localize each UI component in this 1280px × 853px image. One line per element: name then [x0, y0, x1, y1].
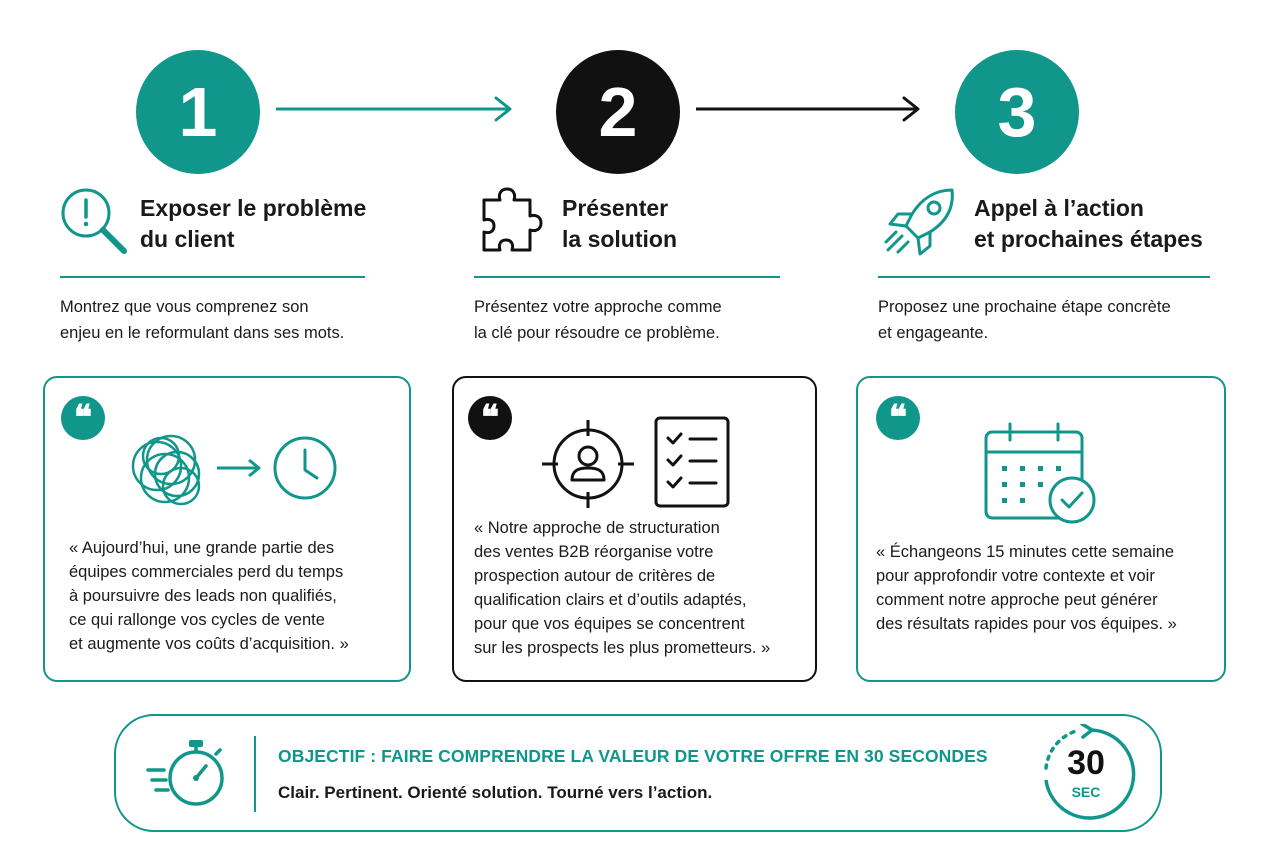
quote-line: sur les prospects les plus prometteurs. » — [474, 639, 771, 657]
tagline-text: Clair. Pertinent. Orienté solution. Tourné vers l’action. — [278, 783, 713, 802]
step-2-title — [562, 193, 677, 255]
step-1-number: 1 — [178, 73, 218, 151]
step-3-desc-line1: Proposez une prochaine étape concrète — [878, 298, 1171, 316]
step-3-circle — [955, 50, 1079, 174]
step-1-description — [60, 294, 344, 346]
rocket-icon — [882, 184, 960, 260]
quote-line: des résultats rapides pour vos équipes. » — [876, 615, 1177, 633]
timer-number: 30 — [1067, 744, 1105, 782]
quote-line: comment notre approche peut générer — [876, 591, 1158, 609]
arrow-1-to-2 — [276, 96, 516, 122]
quote-line: pour approfondir votre contexte et voir — [876, 567, 1155, 585]
step-1-quote-text — [69, 536, 349, 656]
step-1-title-line1: Exposer le problème — [140, 195, 367, 221]
thirty-seconds-timer — [1036, 724, 1136, 824]
quote-line: ce qui rallonge vos cycles de vente — [69, 611, 325, 629]
step-3-desc-line2: et engageante. — [878, 324, 989, 342]
step-2-title-line2: la solution — [562, 226, 677, 252]
quote-mark-icon — [61, 396, 105, 440]
quote-mark-icon — [468, 396, 512, 440]
step-3-title-line1: Appel à l’action — [974, 195, 1144, 221]
step-1-quote-card — [43, 376, 411, 682]
step-2-description — [474, 294, 722, 346]
magnifier-exclamation-icon — [58, 185, 132, 259]
quote-mark-glyph: ❝ — [888, 398, 908, 438]
step-2-circle — [556, 50, 680, 174]
puzzle-icon — [478, 186, 544, 256]
quote-line: « Aujourd’hui, une grande partie des — [69, 539, 335, 557]
objective-text: OBJECTIF : FAIRE COMPRENDRE LA VALEUR DE VOTRE OFFRE EN 30 SECONDES — [278, 746, 988, 766]
arrow-2-to-3 — [696, 96, 924, 122]
step-1-desc-line2: enjeu en le reformulant dans ses mots. — [60, 324, 345, 342]
objective-banner — [114, 714, 1162, 832]
calendar-check-icon — [982, 422, 1100, 526]
quote-line: « Notre approche de structuration — [474, 519, 720, 537]
timer-unit: SEC — [1071, 784, 1101, 800]
quote-line: équipes commerciales perd du temps — [69, 563, 344, 581]
quote-line: prospection autour de critères de — [474, 567, 716, 585]
step-2-desc-line1: Présentez votre approche comme — [474, 298, 722, 316]
step-1-circle — [136, 50, 260, 174]
step-1-desc-line1: Montrez que vous comprenez son — [60, 298, 309, 316]
quote-line: pour que vos équipes se concentrent — [474, 615, 745, 633]
quote-line: qualification clairs et d’outils adaptés, — [474, 591, 747, 609]
step-3-description — [878, 294, 1171, 346]
quote-mark-glyph: ❝ — [480, 398, 500, 438]
quote-mark-icon — [876, 396, 920, 440]
checklist-icon — [652, 414, 732, 510]
quote-line: « Échangeons 15 minutes cette semaine — [876, 543, 1175, 561]
quote-mark-glyph: ❝ — [73, 398, 93, 438]
quote-line: à poursuivre des leads non qualifiés, — [69, 587, 337, 605]
target-user-icon — [538, 418, 638, 512]
tangled-circles-to-clock-icon — [121, 426, 341, 510]
step-2-divider — [474, 276, 780, 278]
step-3-title-line2: et prochaines étapes — [974, 226, 1203, 252]
step-3-divider — [878, 276, 1210, 278]
banner-divider — [254, 736, 256, 812]
step-2-quote-text — [474, 516, 770, 660]
quote-line: des ventes B2B réorganise votre — [474, 543, 714, 561]
step-1-divider — [60, 276, 365, 278]
step-2-desc-line2: la clé pour résoudre ce problème. — [474, 324, 720, 342]
step-3-quote-text — [876, 540, 1177, 636]
step-1-title-line2: du client — [140, 226, 235, 252]
step-2-quote-card — [452, 376, 817, 682]
step-2-number: 2 — [598, 73, 638, 151]
quote-line: et augmente vos coûts d’acquisition. » — [69, 635, 349, 653]
step-3-quote-card — [856, 376, 1226, 682]
step-1-title — [140, 193, 366, 255]
step-3-number: 3 — [997, 73, 1037, 151]
step-2-title-line1: Présenter — [562, 195, 669, 221]
stopwatch-icon — [146, 736, 228, 812]
step-3-title — [974, 193, 1203, 255]
